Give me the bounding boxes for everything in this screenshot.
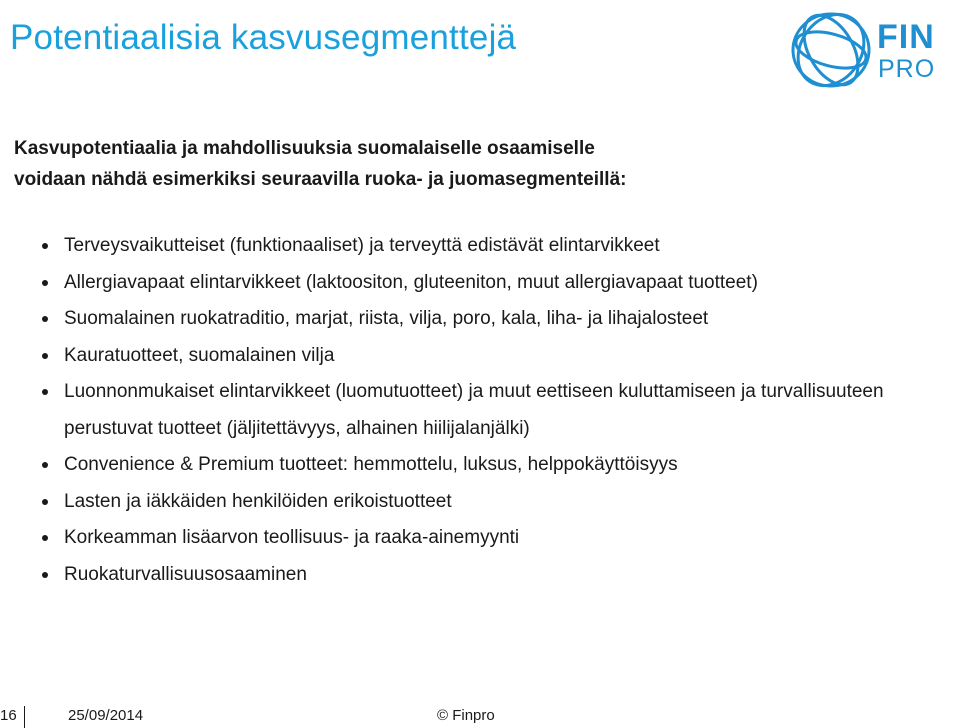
footer-date: 25/09/2014 — [68, 707, 144, 724]
list-item-text: Suomalainen ruokatraditio, marjat, riista, vilja, poro, kala, liha- ja lihajalosteet — [64, 308, 709, 329]
bullet-icon — [42, 499, 48, 505]
intro-line-2: voidaan nähdä esimerkiksi seuraavilla ruoka- ja juomasegmenteillä: — [14, 169, 627, 190]
finpro-logo — [787, 6, 953, 96]
list-item-text: Allergiavapaat elintarvikkeet (laktoositon, gluteeniton, muut allergiavapaat tuotteet) — [64, 271, 758, 293]
logo-text-fin: FIN — [877, 18, 935, 56]
list-item — [40, 520, 960, 557]
footer-divider — [24, 706, 25, 728]
bullet-icon — [42, 535, 48, 541]
bullet-icon — [42, 280, 48, 286]
bullet-icon — [42, 462, 48, 468]
intro-paragraph — [14, 133, 626, 195]
list-item — [40, 374, 960, 447]
globe-icon — [787, 6, 877, 96]
segment-list — [40, 228, 960, 593]
list-item — [40, 265, 960, 302]
list-item — [40, 228, 960, 265]
list-item — [40, 338, 960, 375]
bullet-icon — [42, 316, 48, 322]
footer-copyright: © Finpro — [437, 707, 495, 724]
list-item-text: Convenience & Premium tuotteet: hemmottelu, luksus, helppokäyttöisyys — [64, 454, 678, 475]
list-item-text: Ruokaturvallisuusosaaminen — [64, 563, 307, 585]
list-item-text: Terveysvaikutteiset (funktionaaliset) ja terveyttä edistävät elintarvikkeet — [64, 235, 660, 256]
list-item-text: Kauratuotteet, suomalainen vilja — [64, 344, 335, 366]
list-item — [40, 557, 960, 594]
list-item — [40, 301, 960, 338]
list-item — [40, 447, 960, 484]
bullet-icon — [42, 572, 48, 578]
slide-footer — [0, 706, 960, 728]
list-item — [40, 484, 960, 521]
logo-text-pro: PRO — [878, 55, 936, 83]
list-item-text: Lasten ja iäkkäiden henkilöiden erikoistuotteet — [64, 490, 452, 512]
list-item-text: Korkeamman lisäarvon teollisuus- ja raaka-ainemyynti — [64, 527, 520, 548]
bullet-icon — [42, 243, 48, 249]
bullet-icon — [42, 353, 48, 359]
bullet-icon — [42, 389, 48, 395]
list-item-text: Luonnonmukaiset elintarvikkeet (luomutuotteet) ja muut eettiseen kuluttamiseen ja turvallisuuteen perustuvat tuotteet (jäljitettävyys, alhainen hiilijalanjälki) — [64, 381, 884, 439]
slide-title: Potentiaalisia kasvusegmenttejä — [10, 18, 517, 57]
intro-line-1: Kasvupotentiaalia ja mahdollisuuksia suomalaiselle osaamiselle — [14, 138, 595, 159]
page-number: 16 — [0, 707, 17, 724]
